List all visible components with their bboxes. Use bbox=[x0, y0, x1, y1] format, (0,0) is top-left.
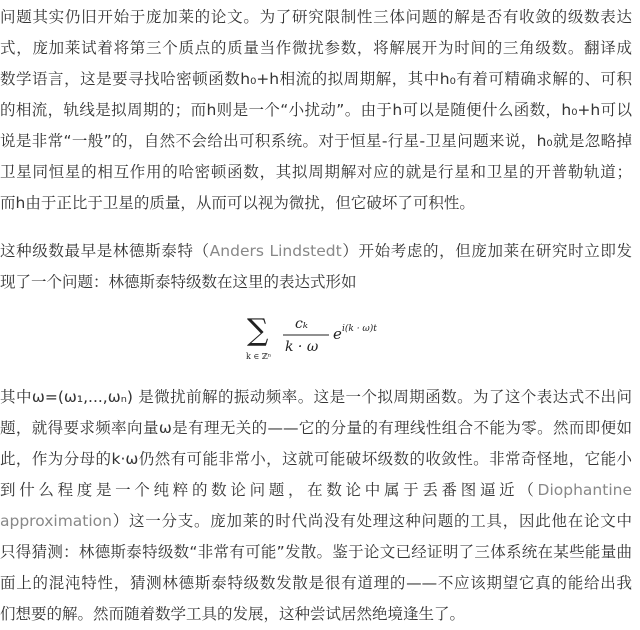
formula-exponent: i(k · ω)t bbox=[342, 324, 377, 334]
text-line: 而h由于正比于卫星的质量，从而可以视为微扰，但它破坏了可积性。 bbox=[0, 194, 475, 212]
text-line: 的相流，轨线是拟周期的；而h则是一个“小扰动”。由于h可以是随便什么函数，h₀+h可以 bbox=[0, 101, 632, 119]
paragraph-small-divisors bbox=[0, 382, 632, 630]
latin-term: Diophantine bbox=[537, 481, 632, 499]
text-segment: 现了一个问题：林德斯泰特级数在这里的表达式形如 bbox=[0, 273, 357, 291]
text-line bbox=[0, 568, 632, 599]
text-segment: 此，作为分母的k·ω仍然有可能非常小，这就可能破坏级数的收敛性。非常奇怪地，它能小 bbox=[0, 450, 632, 468]
text-line bbox=[0, 382, 632, 413]
text-line bbox=[0, 444, 632, 475]
text-segment: 面上的混沌特性，猜测林德斯泰特级数发散是很有道理的——不应该期望它真的能给出我 bbox=[0, 574, 632, 592]
formula-denominator: k · ω bbox=[285, 339, 319, 355]
sum-symbol: ∑ bbox=[247, 313, 269, 348]
text-segment: ）这一分支。庞加莱的时代尚没有处理这种问题的工具，因此他在论文中 bbox=[111, 512, 632, 530]
latin-term: Anders Lindstedt bbox=[209, 242, 342, 260]
text-segment: 题，就得要求频率向量ω是有理无关的——它的分量的有理线性组合不能为零。然而即便如 bbox=[0, 419, 632, 437]
text-segment: 这种级数最早是林德斯泰特（ bbox=[0, 242, 210, 260]
text-segment: 们想要的解。然而随着数学工具的发展，这种尝试居然绝境逢生了。 bbox=[0, 605, 466, 623]
text-line bbox=[0, 537, 632, 568]
latin-term: approximation bbox=[0, 512, 112, 530]
text-line bbox=[0, 506, 632, 537]
text-segment: ）开始考虑的，但庞加莱在研究时立即发 bbox=[341, 242, 632, 260]
text-line bbox=[0, 475, 632, 506]
text-line bbox=[0, 413, 632, 444]
paragraph-poincare-series bbox=[0, 2, 632, 219]
text-segment: 到什么程度是一个纯粹的数论问题，在数论中属于丢番图逼近（ bbox=[0, 481, 538, 499]
text-line bbox=[0, 236, 632, 267]
lindstedt-series-formula bbox=[0, 306, 640, 366]
formula-exp-base: e bbox=[333, 325, 342, 343]
sum-subscript: k ∈ ℤⁿ bbox=[246, 352, 272, 361]
text-line: 卫星同恒星的相互作用的哈密顿函数，其拟周期解对应的就是行星和卫星的开普勒轨道； bbox=[0, 163, 632, 181]
paragraph-lindstedt-intro bbox=[0, 236, 632, 298]
text-line: 问题其实仍旧开始于庞加莱的论文。为了研究限制性三体问题的解是否有收敛的级数表达 bbox=[0, 8, 632, 26]
text-line: 数学语言，这是要寻找哈密顿函数h₀+h相流的拟周期解，其中h₀有着可精确求解的、可积 bbox=[0, 70, 632, 88]
formula-graphic bbox=[245, 306, 395, 366]
text-line: 式，庞加莱试着将第三个质点的质量当作微扰参数，将解展开为时间的三角级数。翻译成 bbox=[0, 39, 632, 57]
text-segment: 其中ω=(ω₁,...,ωₙ) 是微扰前解的振动频率。这是一个拟周期函数。为了这个表达式不出问 bbox=[0, 388, 632, 406]
text-segment: 只得猜测：林德斯泰特级数“非常有可能”发散。鉴于论文已经证明了三体系统在某些能量曲 bbox=[0, 543, 632, 561]
formula-numerator: cₖ bbox=[295, 316, 308, 332]
text-line bbox=[0, 267, 632, 298]
text-line: 说是非常“一般”的，自然不会给出可积系统。对于恒星-行星-卫星问题来说，h₀就是忽略掉 bbox=[0, 132, 632, 150]
